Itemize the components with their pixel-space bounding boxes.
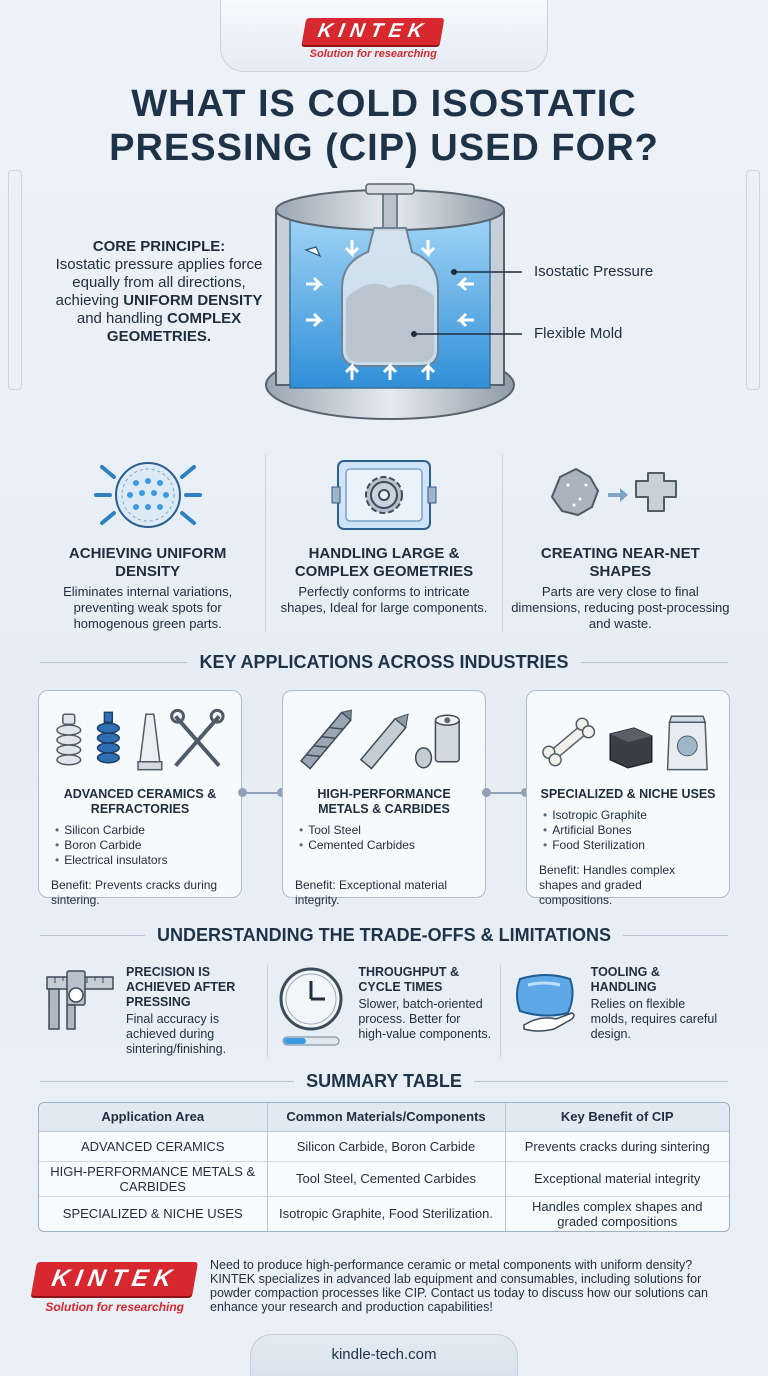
app-material: • Food Sterilization — [543, 838, 717, 853]
table-cell: Tool Steel, Cemented Carbides — [267, 1161, 505, 1196]
footer-website-link[interactable]: kindle-tech.com — [331, 1346, 437, 1363]
app-card-niche — [526, 690, 730, 907]
applications-row — [38, 690, 730, 907]
table-cell: Handles complex shapes and graded compositions — [505, 1196, 729, 1231]
tradeoff-title: TOOLING & HANDLING — [590, 965, 660, 994]
app-material: • Silicon Carbide — [55, 823, 229, 838]
tradeoff-text: Final accuracy is achieved during sintering/finishing. — [126, 1012, 227, 1056]
app-benefit: Benefit: Exceptional material integrity. — [295, 878, 448, 907]
connector-1 — [242, 792, 282, 794]
summary-heading-text: SUMMARY TABLE — [306, 1071, 462, 1091]
app-material-list — [543, 808, 717, 853]
logo-tagline: Solution for researching — [309, 48, 437, 60]
table-cell: SPECIALIZED & NICHE USES — [39, 1196, 267, 1231]
gear-mold-icon — [274, 455, 493, 535]
core-principle — [44, 238, 274, 346]
app-benefit: Benefit: Prevents cracks during sintering. — [51, 878, 218, 907]
table-row — [39, 1131, 729, 1161]
table-header: Application Area — [39, 1103, 267, 1131]
core-text-a: Isostatic pressure applies force equally from all directions, achieving — [55, 256, 263, 309]
tradeoff-title: PRECISION IS ACHIEVED AFTER PRESSING — [126, 965, 236, 1009]
table-cell: Silicon Carbide, Boron Carbide — [267, 1131, 505, 1161]
tradeoff-tooling — [501, 965, 732, 1057]
table-cell: Isotropic Graphite, Food Sterilization. — [267, 1196, 505, 1231]
right-decoration — [746, 170, 760, 390]
app-material-list — [299, 823, 473, 853]
feature-complex-geometries — [266, 455, 502, 632]
feature-text: Parts are very close to final dimensions, reducing post-processing and waste. — [511, 584, 730, 631]
feature-near-net-shapes — [503, 455, 738, 632]
summary-heading — [40, 1071, 728, 1092]
feature-title: HANDLING LARGE & COMPLEX GEOMETRIES — [294, 545, 474, 580]
table-cell: Exceptional material integrity — [505, 1161, 729, 1196]
callout-isostatic-pressure: Isostatic Pressure — [534, 263, 654, 280]
app-material: • Tool Steel — [299, 823, 473, 838]
app-benefit: Benefit: Handles complex shapes and graded compositions. — [539, 863, 676, 907]
table-header-row — [39, 1103, 729, 1131]
clock-icon — [276, 965, 348, 1057]
tradeoffs-row — [36, 965, 732, 1057]
app-material: • Artificial Bones — [543, 823, 717, 838]
core-text-b: and handling — [76, 310, 167, 327]
feature-title: ACHIEVING UNIFORM DENSITY — [68, 545, 227, 580]
tradeoff-throughput — [268, 965, 500, 1057]
kintek-logo-top[interactable] — [304, 18, 442, 60]
core-bold-b: COMPLEX GEOMETRIES. — [106, 310, 242, 345]
tools-icon — [295, 701, 473, 781]
ceramics-icon — [51, 701, 229, 781]
applications-heading — [40, 652, 728, 673]
table-cell: Prevents cracks during sintering — [505, 1131, 729, 1161]
table-row — [39, 1196, 729, 1231]
tradeoff-precision — [36, 965, 268, 1057]
feature-row — [30, 455, 738, 632]
app-material: • Cemented Carbides — [299, 838, 473, 853]
feature-title: CREATING NEAR-NET SHAPES — [540, 545, 700, 580]
table-row — [39, 1161, 729, 1196]
logo-tagline: Solution for researching — [45, 1300, 185, 1314]
caliper-icon — [44, 965, 116, 1057]
core-bold-a: UNIFORM DENSITY — [123, 292, 263, 309]
tradeoff-text: Slower, batch-oriented process. Better for high-value components. — [358, 997, 492, 1041]
kintek-logo-bottom[interactable] — [34, 1262, 195, 1314]
app-material: • Boron Carbide — [55, 838, 229, 853]
applications-heading-text: KEY APPLICATIONS ACROSS INDUSTRIES — [199, 652, 569, 672]
core-principle-label: CORE PRINCIPLE: — [92, 238, 226, 255]
tradeoff-text: Relies on flexible molds, requires careful design. — [590, 997, 718, 1041]
table-cell: HIGH-PERFORMANCE METALS & CARBIDES — [39, 1161, 267, 1196]
flexible-mold-hand-icon — [509, 965, 581, 1057]
app-title: ADVANCED CERAMICS & REFRACTORIES — [63, 787, 217, 816]
logo-wordmark: KINTEK — [302, 18, 445, 45]
connector-2 — [486, 792, 526, 794]
table-header: Key Benefit of CIP — [505, 1103, 729, 1131]
tradeoffs-heading — [40, 925, 728, 946]
app-card-ceramics — [38, 690, 242, 907]
table-cell: ADVANCED CERAMICS — [39, 1131, 267, 1161]
left-decoration — [8, 170, 22, 390]
call-to-action: Need to produce high-performance ceramic or metal components with uniform density? KINTEK specializes in advanced lab equipment and consumables, including solutions for powder compaction processes like CIP. Contact us today to discuss how our solutions can enhance your research and production capabilities! — [210, 1258, 708, 1314]
app-material: • Electrical insulators — [55, 853, 229, 868]
logo-wordmark: KINTEK — [31, 1262, 198, 1296]
app-material: • Isotropic Graphite — [543, 808, 717, 823]
tradeoffs-heading-text: UNDERSTANDING THE TRADE-OFFS & LIMITATIONS — [157, 925, 611, 945]
callout-flexible-mold: Flexible Mold — [534, 325, 623, 342]
feature-text: Perfectly conforms to intricate shapes, Ideal for large components. — [280, 584, 488, 615]
app-title: SPECIALIZED & NICHE USES — [540, 787, 716, 801]
summary-table — [38, 1102, 730, 1232]
niche-uses-icon — [539, 701, 717, 781]
uniform-density-icon — [38, 455, 257, 535]
table-header: Common Materials/Components — [267, 1103, 505, 1131]
app-material-list — [55, 823, 229, 868]
page-title: WHAT IS COLD ISOSTATIC PRESSING (CIP) USED FOR? — [109, 83, 659, 169]
cip-vessel-diagram — [262, 180, 522, 440]
feature-text: Eliminates internal variations, preventing weak spots for homogenous green parts. — [63, 584, 233, 631]
tradeoff-title: THROUGHPUT & CYCLE TIMES — [358, 965, 460, 994]
near-net-shape-icon — [511, 455, 730, 535]
app-title: HIGH-PERFORMANCE METALS & CARBIDES — [317, 787, 451, 816]
feature-uniform-density — [30, 455, 266, 632]
app-card-metals — [282, 690, 486, 907]
